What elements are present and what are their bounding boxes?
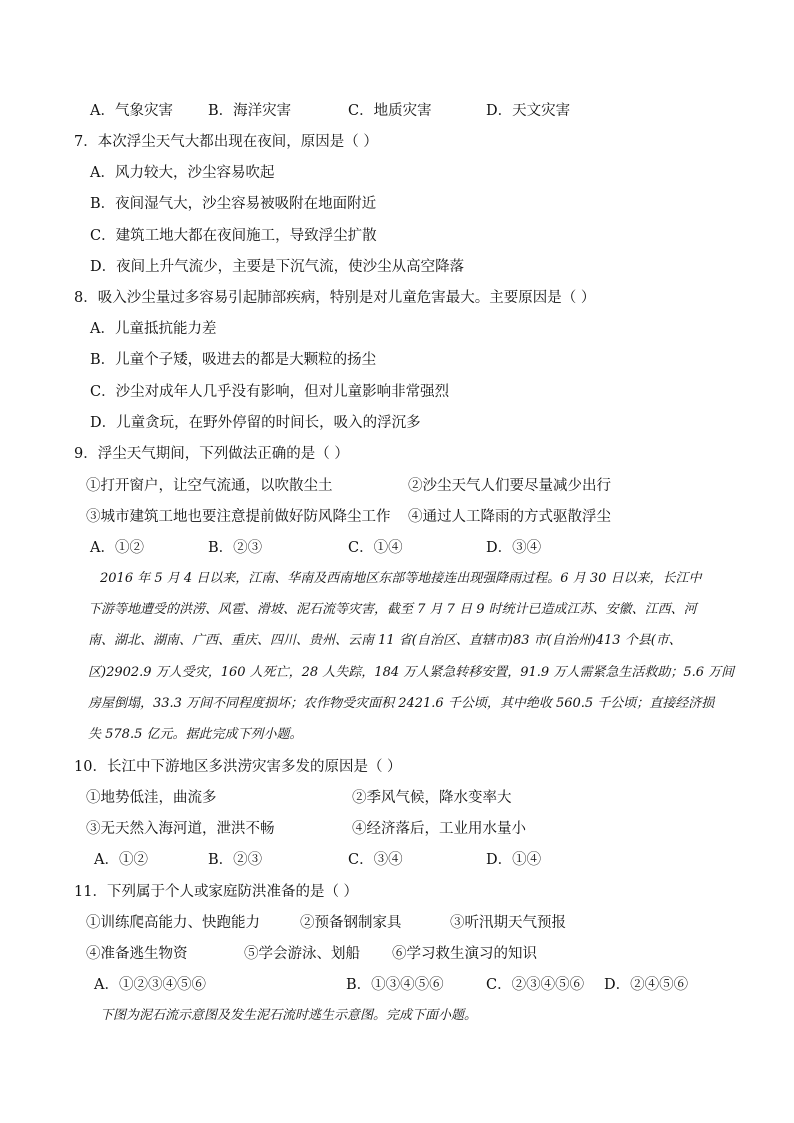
q11-item-6: ⑥学习救生演习的知识 <box>392 946 537 962</box>
q10-option-a: A．①② <box>94 852 148 868</box>
q10-option-c: C．③④ <box>348 852 403 868</box>
q10-item-4: ④经济落后，工业用水量小 <box>352 821 526 837</box>
q11-option-d: D．②④⑤⑥ <box>604 977 689 993</box>
q11-item-2: ②预备钢制家具 <box>300 915 402 931</box>
q9-item-4: ④通过人工降雨的方式驱散浮尘 <box>408 509 611 525</box>
q7-option-b: B．夜间湿气大，沙尘容易被吸附在地面附近 <box>90 196 377 212</box>
q9-option-d: D．③④ <box>486 540 542 556</box>
q11-option-b: B．①③④⑤⑥ <box>346 977 444 993</box>
passage-line-1: 2016 年 5 月 4 日以来，江南、华南及西南地区东部等地接连出现强降雨过程。6 月 30 日以来，长江中 <box>100 571 702 586</box>
q10-item-3: ③无天然入海河道，泄洪不畅 <box>86 821 275 837</box>
q10-option-d: D．①④ <box>486 852 542 868</box>
q6-option-b: B．海洋灾害 <box>208 103 292 119</box>
next-section-intro: 下图为泥石流示意图及发生泥石流时逃生示意图。完成下面小题。 <box>100 1008 478 1023</box>
q9-option-a: A．①② <box>90 540 144 556</box>
q11-item-3: ③听汛期天气预报 <box>450 915 566 931</box>
q9-item-2: ②沙尘天气人们要尽量减少出行 <box>408 478 611 494</box>
passage-line-5: 房屋倒塌，33.3 万间不同程度损坏；农作物受灾面积 2421.6 千公顷，其中绝收 560.5 千公顷；直接经济损 <box>88 696 715 711</box>
q11-option-c: C．②③④⑤⑥ <box>486 977 585 993</box>
q9-option-b: B．②③ <box>208 540 263 556</box>
q7-option-a: A．风力较大，沙尘容易吹起 <box>90 165 275 181</box>
q11-stem: 11．下列属于个人或家庭防洪准备的是（ ） <box>74 884 359 900</box>
passage-line-3: 南、湖北、湖南、广西、重庆、四川、贵州、云南 11 省(自治区、直辖市)83 市(自治州)413 个县(市、 <box>88 633 682 648</box>
passage-line-6: 失 578.5 亿元。据此完成下列小题。 <box>88 727 303 742</box>
q11-item-4: ④准备逃生物资 <box>86 946 188 962</box>
q10-item-2: ②季风气候，降水变率大 <box>352 790 512 806</box>
q8-stem: 8．吸入沙尘量过多容易引起肺部疾病，特别是对儿童危害最大。主要原因是（ ） <box>74 290 596 306</box>
q11-item-1: ①训练爬高能力、快跑能力 <box>86 915 260 931</box>
q9-option-c: C．①④ <box>348 540 403 556</box>
passage-line-4: 区)2902.9 万人受灾，160 人死亡，28 人失踪，184 万人紧急转移安置，91.9 万人需紧急生活救助；5.6 万间 <box>88 665 735 680</box>
q7-option-d: D．夜间上升气流少，主要是下沉气流，使沙尘从高空降落 <box>90 259 465 275</box>
q9-item-1: ①打开窗户，让空气流通，以吹散尘土 <box>86 478 333 494</box>
q6-option-a: A．气象灾害 <box>90 103 173 119</box>
q8-option-d: D．儿童贪玩，在野外停留的时间长，吸入的浮沉多 <box>90 415 421 431</box>
q10-option-b: B．②③ <box>208 852 263 868</box>
passage-line-2: 下游等地遭受的洪涝、风雹、滑坡、泥石流等灾害，截至 7 月 7 日 9 时统计已造成江苏、安徽、江西、河 <box>88 602 697 617</box>
q6-option-d: D．天文灾害 <box>486 103 571 119</box>
q8-option-b: B．儿童个子矮，吸进去的都是大颗粒的扬尘 <box>90 352 377 368</box>
q9-item-3: ③城市建筑工地也要注意提前做好防风降尘工作 <box>86 509 391 525</box>
q8-option-c: C．沙尘对成年人几乎没有影响，但对儿童影响非常强烈 <box>90 384 450 400</box>
q9-stem: 9．浮尘天气期间，下列做法正确的是（ ） <box>74 446 349 462</box>
q7-option-c: C．建筑工地大都在夜间施工，导致浮尘扩散 <box>90 228 377 244</box>
q10-stem: 10．长江中下游地区多洪涝灾害多发的原因是（ ） <box>74 759 402 775</box>
q10-item-1: ①地势低洼，曲流多 <box>86 790 217 806</box>
q8-option-a: A．儿童抵抗能力差 <box>90 321 217 337</box>
q11-item-5: ⑤学会游泳、划船 <box>244 946 360 962</box>
q7-stem: 7．本次浮尘天气大都出现在夜间，原因是（ ） <box>74 134 378 150</box>
q6-option-c: C．地质灾害 <box>348 103 432 119</box>
q11-option-a: A．①②③④⑤⑥ <box>94 977 206 993</box>
